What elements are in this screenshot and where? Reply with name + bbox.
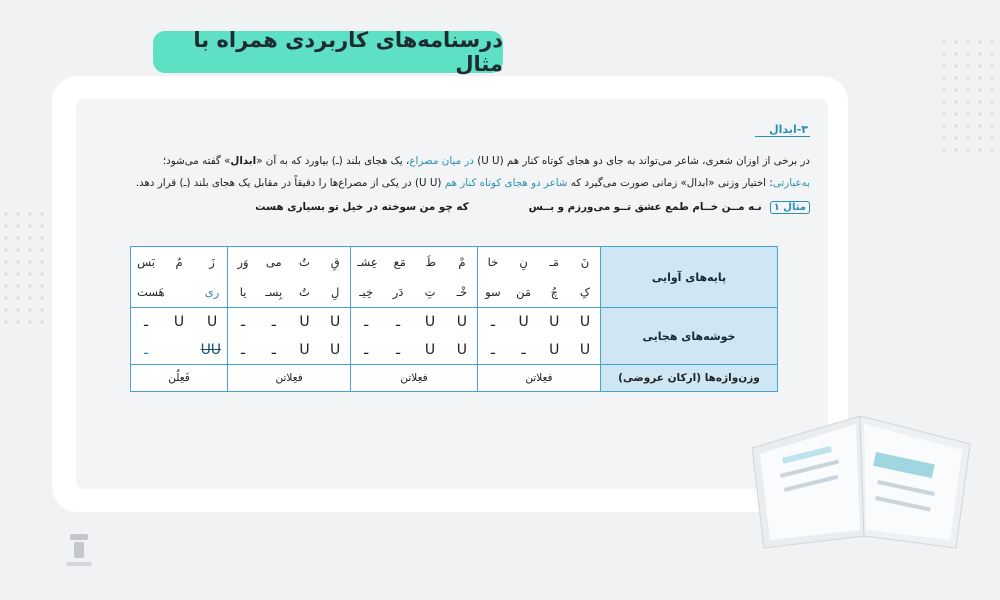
phonetic-group-4: زَ مُ بَس ری هَست [131,247,228,308]
header-phonetic: پایه‌های آوایی [601,247,778,308]
paragraph-explanation: به‌عبارتی: اختیار وزنی «ابدال» زمانی صورت می‌گیرد که شاعر دو هجای کوتاه کنار هم (U U) در یکی از مصراع‌ها را دقیقاً در مقابل یک هجای بلند (ـ) قرار دهد. [135,177,810,189]
syllable-group-3: U U ـ ـ U U ـ ـ [228,308,351,365]
meter-2: فعِلاتن [351,365,478,392]
syllable-group-2: U U ـ ـ U U ـ ـ [351,308,478,365]
page-title: درسنامه‌های کاربردی همراه با مثال [153,31,503,73]
section-title: ۳-ابدال [755,123,810,137]
prosody-table [130,246,778,392]
example-verse [90,201,810,214]
table-row-phonetic [131,247,778,308]
brand-logo-icon [62,532,96,572]
example-badge: مثال ۱ [770,201,810,214]
open-book-illustration [742,408,982,558]
meter-4: فَعِلُن [131,365,228,392]
dot-pattern-right [938,36,996,156]
meter-1: فعِلاتن [477,365,600,392]
phonetic-group-3: قِ تُ می وَر لِ تُ بِسـ یا [228,247,351,308]
phonetic-group-2: مْ طَ مَع عِشـ خْـ تِ دَر خِیـ [351,247,478,308]
syllable-group-1: U U U ـ U U ـ ـ [477,308,600,365]
paragraph-definition: در برخی از اوزان شعری، شاعر می‌تواند به جای دو هجای کوتاه کنار هم (U U) در میان مصراع، یک هجای بلند (ـ) بیاورد که به آن «ابدال» گفته می‌شود؛ [162,155,810,167]
table-row-syllables [131,308,778,365]
header-meters: وزن‌واژه‌ها (ارکان عروضی) [601,365,778,392]
header-syllables: خوشه‌های هجایی [601,308,778,365]
phonetic-group-1: نَ مَـ نِ خا کِ چُ مَن سو [477,247,600,308]
dot-pattern-left [0,208,58,328]
syllable-group-4: U U ـ UU ـ [131,308,228,365]
replacement-syllable: ری [204,285,220,299]
verse-hemistich-2: که چو من سوخته در خیل تو بسیاری هست [255,201,469,213]
verse-hemistich-1: نـه مــن خــام‌ طمع عشق تــو می‌ورزم و بــس [528,201,762,213]
meter-3: فعِلاتن [228,365,351,392]
table-row-meters [131,365,778,392]
crossed-short-syllables: UU [200,342,222,358]
